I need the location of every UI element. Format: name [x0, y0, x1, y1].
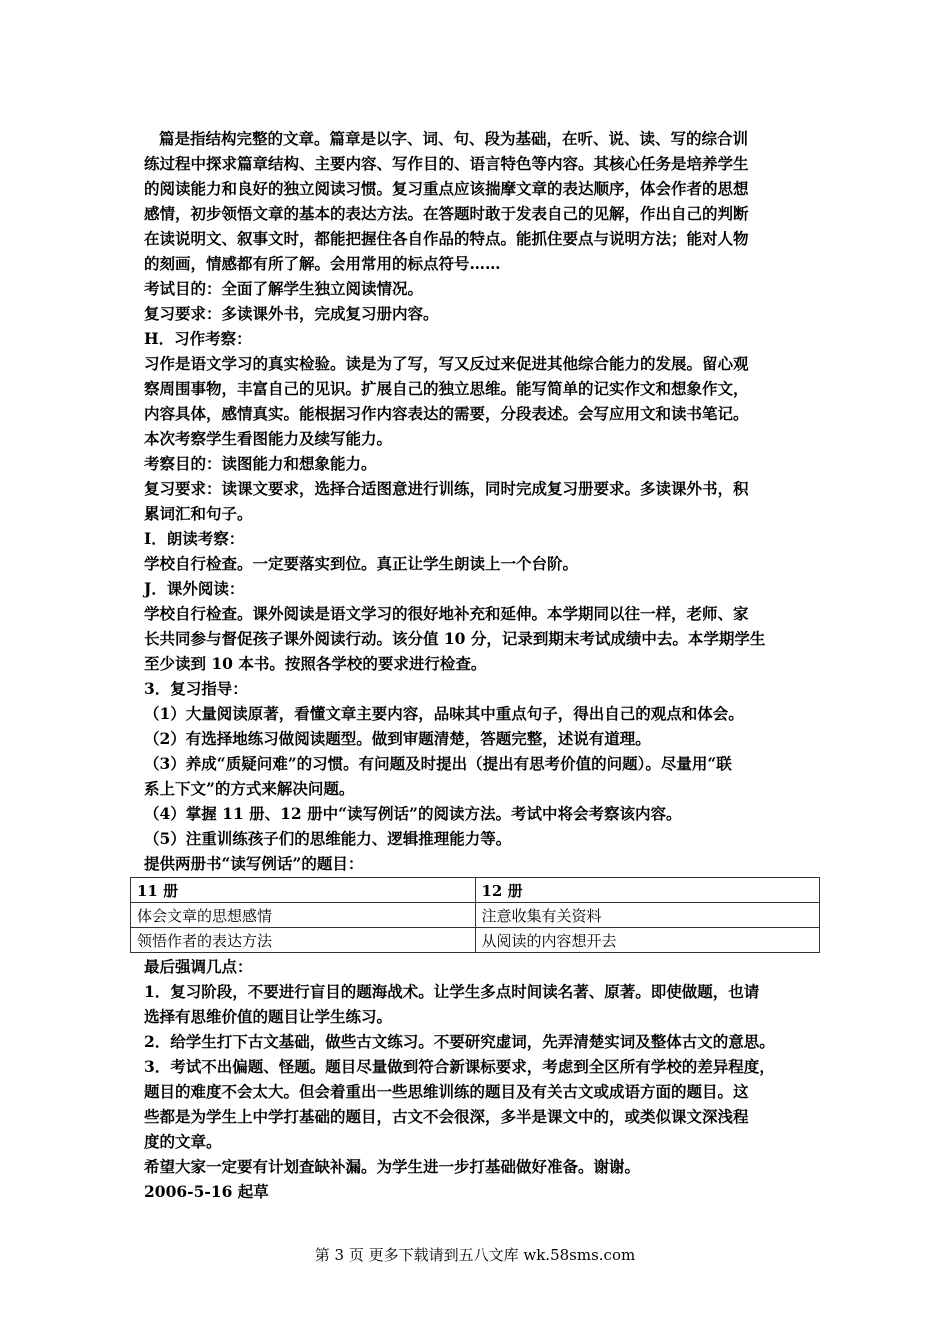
text-line: 选择有思维价值的题目让学生练习。	[144, 1007, 393, 1026]
paragraph-1	[144, 126, 820, 276]
text-line: 长共同参与督促孩子课外阅读行动。该分值 10 分，记录到期末考试成绩中去。本学期学生	[144, 629, 766, 648]
section-a	[144, 276, 820, 876]
text-line: 的刻画，情感都有所了解。会用常用的标点符号……	[144, 254, 501, 273]
text-line: 的阅读能力和良好的独立阅读习惯。复习重点应该揣摩文章的表达顺序，体会作者的思想	[144, 179, 749, 198]
text-line: 考察目的：读图能力和想象能力。	[144, 454, 377, 473]
text-line: 学校自行检查。课外阅读是语文学习的很好地补充和延伸。本学期同以往一样，老师、家	[144, 604, 749, 623]
text-line: 提供两册书“读写例话”的题目：	[144, 854, 364, 873]
table-header-row	[131, 878, 820, 903]
page-footer: 第 3 页 更多下载请到五八文库 wk.58sms.com	[314, 1246, 636, 1264]
text-line: 习作是语文学习的真实检验。读是为了写，写又反过来促进其他综合能力的发展。留心观	[144, 354, 749, 373]
table-cell: 从阅读的内容想开去	[475, 928, 820, 953]
text-line: 累词汇和句子。	[144, 504, 253, 523]
section-b	[144, 954, 820, 1204]
text-line: 篇是指结构完整的文章。篇章是以字、词、句、段为基础，在听、说、读、写的综合训	[159, 129, 749, 148]
text-line: 内容具体，感情真实。能根据习作内容表达的需要，分段表述。会写应用文和读书笔记。	[144, 404, 749, 423]
document-body	[137, 126, 820, 1204]
section-heading: 最后强调几点：	[144, 957, 253, 976]
text-line: 考试目的：全面了解学生独立阅读情况。	[144, 279, 424, 298]
text-line: 度的文章。	[144, 1132, 222, 1151]
text-line: 些都是为学生上中学打基础的题目，古文不会很深，多半是课文中的，或类似课文深浅程	[144, 1107, 749, 1126]
text-line: 复习要求：读课文要求，选择合适图意进行训练，同时完成复习册要求。多读课外书，积	[144, 479, 749, 498]
text-line: 3．考试不出偏题、怪题。题目尽量做到符合新课标要求，考虑到全区所有学校的差异程度，	[144, 1057, 775, 1076]
text-line: 本次考察学生看图能力及续写能力。	[144, 429, 393, 448]
list-item: （3）养成“质疑问难”的习惯。有问题及时提出（提出有思考价值的问题）。尽量用“联	[144, 754, 732, 773]
list-item: （4）掌握 11 册、12 册中“读写例话”的阅读方法。考试中将会考察该内容。	[144, 804, 682, 823]
text-line: 感情，初步领悟文章的基本的表达方法。在答题时敢于发表自己的见解，作出自己的判断	[144, 204, 749, 223]
section-heading: I．朗读考察：	[144, 529, 245, 548]
table-row	[131, 903, 820, 928]
table-header-cell: 11 册	[131, 878, 476, 903]
section-heading: J．课外阅读：	[144, 579, 245, 598]
list-item: （5）注重训练孩子们的思维能力、逻辑推理能力等。	[144, 829, 512, 848]
text-line: 练过程中探求篇章结构、主要内容、写作目的、语言特色等内容。其核心任务是培养学生	[144, 154, 749, 173]
text-line: 至少读到 10 本书。按照各学校的要求进行检查。	[144, 654, 487, 673]
text-line: 察周围事物，丰富自己的见识。扩展自己的独立思维。能写简单的记实作文和想象作文，	[144, 379, 749, 398]
reading-topics-table	[130, 877, 820, 953]
table-cell: 注意收集有关资料	[475, 903, 820, 928]
table-cell: 领悟作者的表达方法	[131, 928, 476, 953]
table-header-cell: 12 册	[475, 878, 820, 903]
text-line: 题目的难度不会太大。但会着重出一些思维训练的题目及有关古文或成语方面的题目。这	[144, 1082, 749, 1101]
text-line: 希望大家一定要有计划查缺补漏。为学生进一步打基础做好准备。谢谢。	[144, 1157, 641, 1176]
section-heading: 3．复习指导：	[144, 679, 248, 698]
list-item: 系上下文”的方式来解决问题。	[144, 779, 355, 798]
text-line: 学校自行检查。一定要落实到位。真正让学生朗读上一个台阶。	[144, 554, 579, 573]
list-item: （1）大量阅读原著，看懂文章主要内容，品味其中重点句子，得出自己的观点和体会。	[144, 704, 744, 723]
text-line: 复习要求：多读课外书，完成复习册内容。	[144, 304, 439, 323]
table-row	[131, 928, 820, 953]
section-heading: H．习作考察：	[144, 329, 252, 348]
text-line: 1．复习阶段，不要进行盲目的题海战术。让学生多点时间读名著、原著。即使做题，也请	[144, 982, 760, 1001]
table-cell: 体会文章的思想感情	[131, 903, 476, 928]
list-item: （2）有选择地练习做阅读题型。做到审题清楚，答题完整，述说有道理。	[144, 729, 651, 748]
text-line: 在读说明文、叙事文时，都能把握住各自作品的特点。能抓住要点与说明方法；能对人物	[144, 229, 749, 248]
text-line: 2．给学生打下古文基础，做些古文练习。不要研究虚词，先弄清楚实词及整体古文的意思。	[144, 1032, 775, 1051]
draft-date: 2006-5-16 起草	[144, 1182, 269, 1201]
